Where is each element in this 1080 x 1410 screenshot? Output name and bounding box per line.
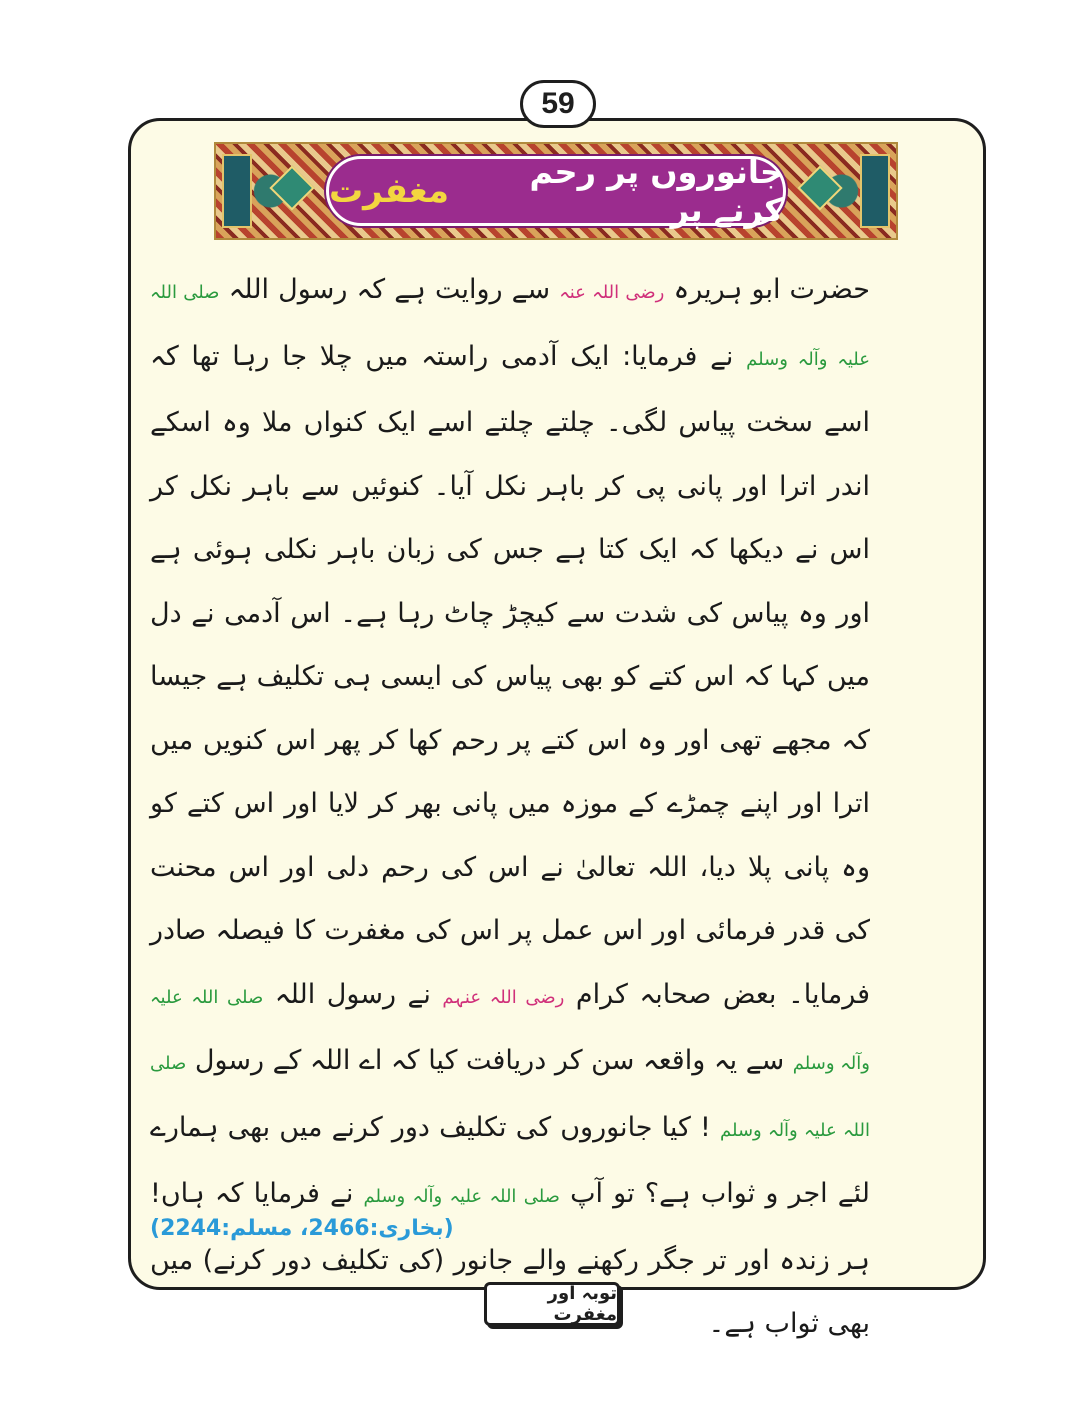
title-accent: مغفرت: [329, 171, 450, 211]
chapter-tab: توبہ اور مغفرت: [484, 1282, 620, 1326]
body-text-1: حضرت ابو ہریرہ: [673, 274, 870, 305]
hadith-body: [150, 258, 870, 1356]
page-number: 59: [520, 80, 596, 128]
banner-diamond-left: [269, 165, 314, 210]
honorific-companion: رضی اللہ عنہ: [559, 282, 665, 303]
honorific-prophet: صلی اللہ علیہ وآلہ وسلم: [150, 986, 870, 1074]
body-text-2: سے روایت ہے کہ رسول اللہ: [228, 274, 551, 305]
body-text-4: نے رسول اللہ: [274, 978, 431, 1010]
body-text-3: نے فرمایا: ایک آدمی راستہ میں چلا جا رہا تھا کہ اسے سخت پیاس لگی۔ چلتے چلتے اسے ایک کنواں ملا وہ اسکے اندر اترا اور پانی پی کر باہر نکل آیا۔ کنوئیں سے باہر نکل کر اس نے دیکھا کہ ایک کتا ہے جس کی زبان باہر نکلی ہوئی ہے اور وہ پیاس کی شدت سے کیچڑ چاٹ رہا ہے۔ اس آدمی نے دل میں کہا کہ اس کتے کو بھی پیاس کی ایسی ہی تکلیف ہے جیسا کہ مجھے تھی اور وہ اس کتے پر رحم کھا کر پھر اس کنویں میں اترا اور اپنے چمڑے کے موزہ میں پانی بھر کر لایا اور اس کتے کو وہ پانی پلا دیا، اللہ تعالیٰ نے اس کی رحم دلی اور اس محنت کی قدر فرمائی اور اس عمل پر اس کی مغفرت کا فیصلہ صادر فرمایا۔ بعض صحابہ کرام: [150, 340, 871, 1010]
title-main: جانوروں پر رحم کرنے پر: [529, 153, 783, 229]
body-text-6: ! کیا جانوروں کی تکلیف دور کرنے میں بھی ہمارے لئے اجر و ثواب ہے؟ تو آپ: [150, 1111, 870, 1209]
honorific-prophet: صلی اللہ علیہ وآلہ وسلم: [363, 1186, 560, 1207]
banner-diamond-right: [797, 165, 842, 210]
page-title: [326, 153, 786, 229]
honorific-companions: رضی اللہ عنہم: [442, 986, 565, 1008]
body-text-5: سے یہ واقعہ سن کر دریافت کیا کہ اے اللہ کے رسول: [194, 1045, 785, 1076]
hadith-reference: (بخاری:2466، مسلم:2244): [150, 1216, 454, 1241]
banner-ornament-right: [860, 154, 890, 228]
body-text-7: نے فرمایا کہ ہاں! ہر زندہ اور تر جگر رکھنے والے جانور (کی تکلیف دور کرنے) میں بھی ثواب ہے۔: [150, 1178, 870, 1339]
banner-ornament-left: [222, 154, 252, 228]
honorific-prophet: صلی اللہ علیہ وآلہ وسلم: [150, 282, 870, 370]
honorific-prophet: صلی اللہ علیہ وآلہ وسلم: [150, 1053, 870, 1141]
title-banner: [214, 142, 898, 240]
